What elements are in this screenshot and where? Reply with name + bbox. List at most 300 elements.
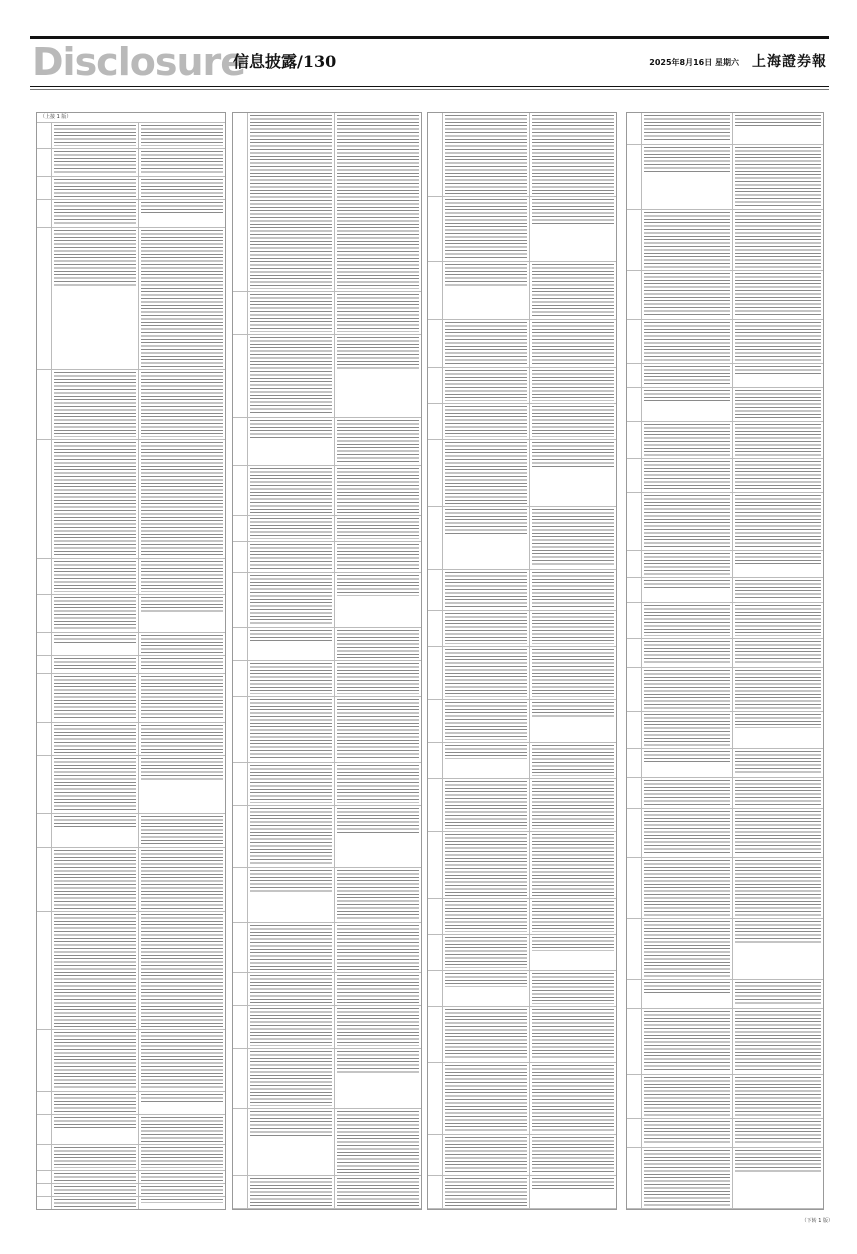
article-row	[428, 971, 616, 1007]
text-block	[532, 115, 614, 194]
article-text-left	[248, 763, 334, 805]
row-number	[37, 228, 52, 368]
text-block	[141, 1199, 223, 1204]
text-block	[141, 230, 223, 366]
text-block	[337, 925, 419, 970]
issue-date: 2025年8月16日 星期六	[649, 58, 739, 67]
row-number	[428, 647, 443, 699]
article-row	[627, 320, 823, 364]
row-number	[428, 971, 443, 1006]
text-block	[337, 1111, 419, 1173]
header-divider	[30, 86, 829, 87]
article-text-left	[248, 516, 334, 541]
text-block	[735, 115, 821, 127]
article-text-left	[248, 806, 334, 867]
article-text-right	[334, 697, 421, 763]
text-block	[445, 264, 527, 287]
article-text-left	[642, 145, 732, 210]
article-text-left	[443, 779, 529, 831]
article-text-left	[642, 712, 732, 748]
article-text-left	[52, 559, 138, 594]
page-number: /130	[297, 52, 337, 71]
header-divider-thin	[30, 89, 829, 90]
article-text-right	[334, 516, 421, 541]
row-number	[627, 980, 642, 1008]
article-row	[233, 868, 421, 923]
article-row	[37, 1092, 225, 1115]
article-row	[428, 832, 616, 899]
text-block	[735, 982, 821, 1006]
article-text-left	[443, 440, 529, 506]
article-row	[233, 418, 421, 466]
article-text-left	[52, 1171, 138, 1183]
article-text-right	[732, 919, 823, 979]
article-row	[233, 542, 421, 573]
text-block	[337, 1051, 419, 1074]
text-block	[644, 147, 730, 173]
article-row	[233, 628, 421, 661]
article-text-right	[529, 368, 616, 403]
text-block	[250, 294, 332, 332]
article-text-left	[248, 292, 334, 334]
article-row	[37, 1145, 225, 1171]
text-block	[644, 424, 730, 456]
text-block	[54, 561, 136, 592]
row-number	[627, 271, 642, 319]
text-block	[337, 544, 419, 570]
article-text-right	[138, 1184, 225, 1196]
text-block	[54, 725, 136, 753]
article-text-right	[334, 1006, 421, 1048]
text-block	[141, 151, 223, 174]
text-block	[250, 575, 332, 625]
row-number	[627, 603, 642, 639]
article-text-left	[248, 628, 334, 660]
column-1	[36, 112, 226, 1210]
article-text-right	[334, 335, 421, 417]
article-text-left	[642, 858, 732, 918]
article-row	[627, 578, 823, 602]
text-block	[337, 765, 419, 803]
row-number	[428, 320, 443, 367]
article-row	[233, 466, 421, 516]
row-number	[627, 778, 642, 809]
article-text-right	[138, 370, 225, 440]
article-text-right	[732, 210, 823, 270]
text-block	[337, 808, 419, 832]
article-row	[428, 779, 616, 832]
text-block	[532, 901, 614, 932]
text-block	[735, 751, 821, 775]
article-text-right	[138, 912, 225, 1029]
article-text-right	[732, 778, 823, 809]
article-text-left	[642, 320, 732, 363]
text-block	[250, 1008, 332, 1046]
text-block	[54, 125, 136, 146]
text-block	[644, 780, 730, 807]
article-text-right	[732, 459, 823, 492]
text-block	[337, 870, 419, 920]
text-block	[735, 147, 821, 208]
row-number	[428, 570, 443, 610]
article-text-left	[248, 697, 334, 763]
article-row	[37, 723, 225, 756]
article-text-right	[529, 832, 616, 898]
continued-on-label: （下转 1 版）	[801, 1218, 833, 1224]
article-row	[233, 697, 421, 764]
text-block	[54, 1117, 136, 1129]
text-block	[445, 613, 527, 644]
article-row	[37, 149, 225, 177]
row-number	[428, 743, 443, 778]
article-text-right	[334, 973, 421, 1005]
article-row	[627, 1009, 823, 1075]
row-number	[37, 1115, 52, 1145]
article-row	[428, 1063, 616, 1135]
article-row	[37, 1197, 225, 1210]
row-number	[627, 639, 642, 667]
text-block	[735, 921, 821, 945]
article-text-left	[443, 611, 529, 646]
text-block	[532, 781, 614, 829]
article-row	[627, 980, 823, 1009]
article-row	[37, 756, 225, 814]
text-block	[445, 1065, 527, 1132]
article-text-right	[529, 611, 616, 646]
article-row	[627, 858, 823, 919]
text-block	[141, 442, 223, 555]
row-number	[37, 1171, 52, 1183]
text-block	[445, 937, 527, 968]
row-number	[428, 832, 443, 898]
text-block	[644, 322, 730, 361]
text-block	[644, 366, 730, 385]
article-text-right	[732, 980, 823, 1008]
article-row	[428, 743, 616, 779]
article-row	[627, 210, 823, 271]
row-number	[37, 912, 52, 1029]
article-text-left	[52, 370, 138, 440]
article-row	[233, 1109, 421, 1176]
article-row	[428, 507, 616, 570]
text-block	[532, 1137, 614, 1173]
article-text-left	[443, 1135, 529, 1175]
row-number	[428, 700, 443, 742]
text-block	[445, 572, 527, 608]
row-number	[233, 923, 248, 972]
text-block	[54, 1186, 136, 1194]
article-row	[37, 1115, 225, 1146]
article-text-right	[138, 1171, 225, 1183]
continued-from-label: （上接 1 版）	[37, 113, 225, 123]
text-block	[644, 811, 730, 855]
article-text-left	[443, 320, 529, 367]
article-text-right	[529, 743, 616, 778]
article-row	[233, 661, 421, 697]
row-number	[37, 1184, 52, 1196]
row-number	[627, 388, 642, 421]
text-block	[337, 699, 419, 761]
text-block	[250, 765, 332, 803]
article-row	[37, 440, 225, 558]
article-text-left	[642, 668, 732, 711]
text-block	[54, 151, 136, 174]
article-text-right	[334, 806, 421, 867]
article-text-left	[642, 113, 732, 144]
article-text-left	[443, 647, 529, 699]
row-number	[627, 668, 642, 711]
article-text-left	[52, 200, 138, 227]
article-row	[428, 368, 616, 404]
text-block	[532, 322, 614, 365]
row-number	[233, 1006, 248, 1048]
article-row	[233, 573, 421, 628]
article-row	[627, 1075, 823, 1119]
column-2	[232, 112, 422, 1210]
text-block	[644, 1011, 730, 1072]
row-number	[233, 763, 248, 805]
text-block	[445, 834, 527, 896]
text-block	[141, 1186, 223, 1194]
article-row	[233, 1176, 421, 1209]
article-text-left	[443, 971, 529, 1006]
article-row	[627, 603, 823, 640]
row-number	[37, 656, 52, 673]
text-block	[54, 597, 136, 631]
article-text-left	[248, 573, 334, 627]
text-block	[644, 1077, 730, 1116]
row-number	[233, 292, 248, 334]
article-row	[37, 177, 225, 200]
article-text-right	[732, 603, 823, 639]
article-text-left	[52, 177, 138, 199]
row-number	[37, 723, 52, 755]
article-text-left	[443, 570, 529, 610]
article-text-left	[443, 1176, 529, 1209]
article-text-right	[529, 899, 616, 934]
article-text-right	[732, 749, 823, 777]
row-number	[428, 779, 443, 831]
row-number	[428, 404, 443, 439]
article-text-right	[529, 1063, 616, 1134]
article-text-right	[138, 723, 225, 755]
text-block	[532, 264, 614, 317]
article-row	[428, 320, 616, 368]
article-text-left	[52, 848, 138, 911]
article-row	[233, 113, 421, 292]
row-number	[627, 858, 642, 918]
article-row	[37, 200, 225, 228]
text-block	[445, 901, 527, 932]
article-text-right	[334, 292, 421, 334]
row-number	[627, 493, 642, 551]
article-text-left	[642, 919, 732, 979]
text-block	[250, 518, 332, 539]
text-block	[141, 758, 223, 781]
article-row	[37, 370, 225, 441]
masthead	[30, 42, 829, 82]
text-block	[532, 937, 614, 951]
article-text-left	[52, 1184, 138, 1196]
article-row	[428, 570, 616, 611]
column-3	[427, 112, 617, 1210]
text-block	[735, 714, 821, 728]
article-text-right	[138, 814, 225, 846]
text-block	[644, 495, 730, 549]
article-text-right	[138, 1030, 225, 1091]
text-block	[644, 751, 730, 762]
article-text-left	[642, 388, 732, 421]
article-row	[627, 145, 823, 211]
text-block	[735, 424, 821, 456]
article-text-left	[52, 1145, 138, 1170]
article-text-right	[138, 1197, 225, 1209]
text-block	[532, 973, 614, 1004]
article-text-right	[732, 320, 823, 363]
article-text-right	[334, 763, 421, 805]
row-number	[233, 335, 248, 417]
text-block	[337, 115, 419, 289]
article-text-left	[642, 749, 732, 777]
article-text-right	[529, 1135, 616, 1175]
text-block	[250, 870, 332, 892]
text-block	[141, 125, 223, 146]
text-block	[445, 702, 527, 740]
article-text-left	[248, 661, 334, 696]
text-block	[54, 850, 136, 909]
text-block	[54, 1173, 136, 1181]
article-row	[37, 595, 225, 634]
row-number	[233, 418, 248, 465]
article-text-left	[52, 228, 138, 368]
row-number	[627, 809, 642, 857]
text-block	[141, 816, 223, 844]
article-row	[428, 647, 616, 700]
text-block	[54, 635, 136, 644]
text-block	[445, 370, 527, 401]
text-block	[445, 745, 527, 759]
article-text-left	[642, 459, 732, 492]
text-block	[735, 495, 821, 549]
text-block	[735, 461, 821, 490]
article-row	[37, 1030, 225, 1092]
article-text-right	[732, 271, 823, 319]
article-text-left	[443, 832, 529, 898]
row-number	[428, 368, 443, 403]
article-text-left	[443, 404, 529, 439]
text-block	[644, 461, 730, 490]
text-block	[644, 553, 730, 575]
top-rule	[30, 36, 829, 39]
text-block	[250, 808, 332, 865]
article-row	[627, 1148, 823, 1209]
text-block	[445, 781, 527, 829]
article-text-right	[529, 404, 616, 439]
text-block	[644, 714, 730, 746]
text-block	[644, 982, 730, 993]
article-text-left	[642, 271, 732, 319]
article-text-right	[529, 971, 616, 1006]
article-text-left	[642, 422, 732, 458]
article-text-right	[732, 551, 823, 577]
article-text-right	[334, 923, 421, 972]
row-number	[233, 628, 248, 660]
text-block	[532, 509, 614, 567]
section-brand: Disclosure	[32, 40, 246, 84]
text-block	[250, 1111, 332, 1137]
article-text-right	[529, 1176, 616, 1209]
text-block	[250, 337, 332, 415]
text-block	[250, 975, 332, 1003]
article-text-right	[732, 1148, 823, 1208]
article-text-right	[138, 559, 225, 594]
article-text-left	[443, 113, 529, 196]
article-row	[627, 364, 823, 388]
article-row	[233, 1006, 421, 1049]
article-text-left	[443, 899, 529, 934]
article-text-left	[642, 1009, 732, 1074]
row-number	[37, 1145, 52, 1170]
text-block	[532, 702, 614, 719]
text-block	[735, 212, 821, 268]
row-number	[428, 935, 443, 970]
text-block	[445, 1137, 527, 1173]
row-number	[428, 262, 443, 319]
article-row	[233, 292, 421, 335]
article-text-right	[138, 674, 225, 722]
text-block	[644, 670, 730, 709]
text-block	[644, 641, 730, 665]
article-row	[428, 440, 616, 507]
row-number	[37, 848, 52, 911]
text-block	[445, 973, 527, 987]
row-number	[627, 145, 642, 210]
article-row	[233, 973, 421, 1006]
article-row	[428, 197, 616, 262]
text-block	[735, 780, 821, 807]
article-text-left	[443, 262, 529, 319]
row-number	[37, 756, 52, 813]
row-number	[37, 633, 52, 655]
article-row	[627, 493, 823, 552]
article-text-left	[443, 368, 529, 403]
article-row	[627, 809, 823, 858]
article-row	[37, 656, 225, 674]
article-text-left	[248, 923, 334, 972]
article-text-right	[529, 570, 616, 610]
row-number	[233, 697, 248, 763]
article-text-right	[732, 639, 823, 667]
article-row	[627, 919, 823, 980]
text-block	[337, 468, 419, 513]
row-number	[428, 899, 443, 934]
article-row	[428, 611, 616, 647]
row-number	[428, 1007, 443, 1061]
text-block	[532, 649, 614, 697]
text-block	[735, 1011, 821, 1072]
article-row	[37, 1171, 225, 1184]
article-text-right	[334, 1049, 421, 1108]
row-number	[428, 113, 443, 196]
article-text-left	[248, 466, 334, 515]
text-block	[735, 1121, 821, 1145]
text-block	[54, 914, 136, 1027]
article-text-right	[732, 1009, 823, 1074]
article-text-right	[732, 668, 823, 711]
text-block	[644, 921, 730, 977]
text-block	[735, 1077, 821, 1116]
text-block	[532, 199, 614, 225]
